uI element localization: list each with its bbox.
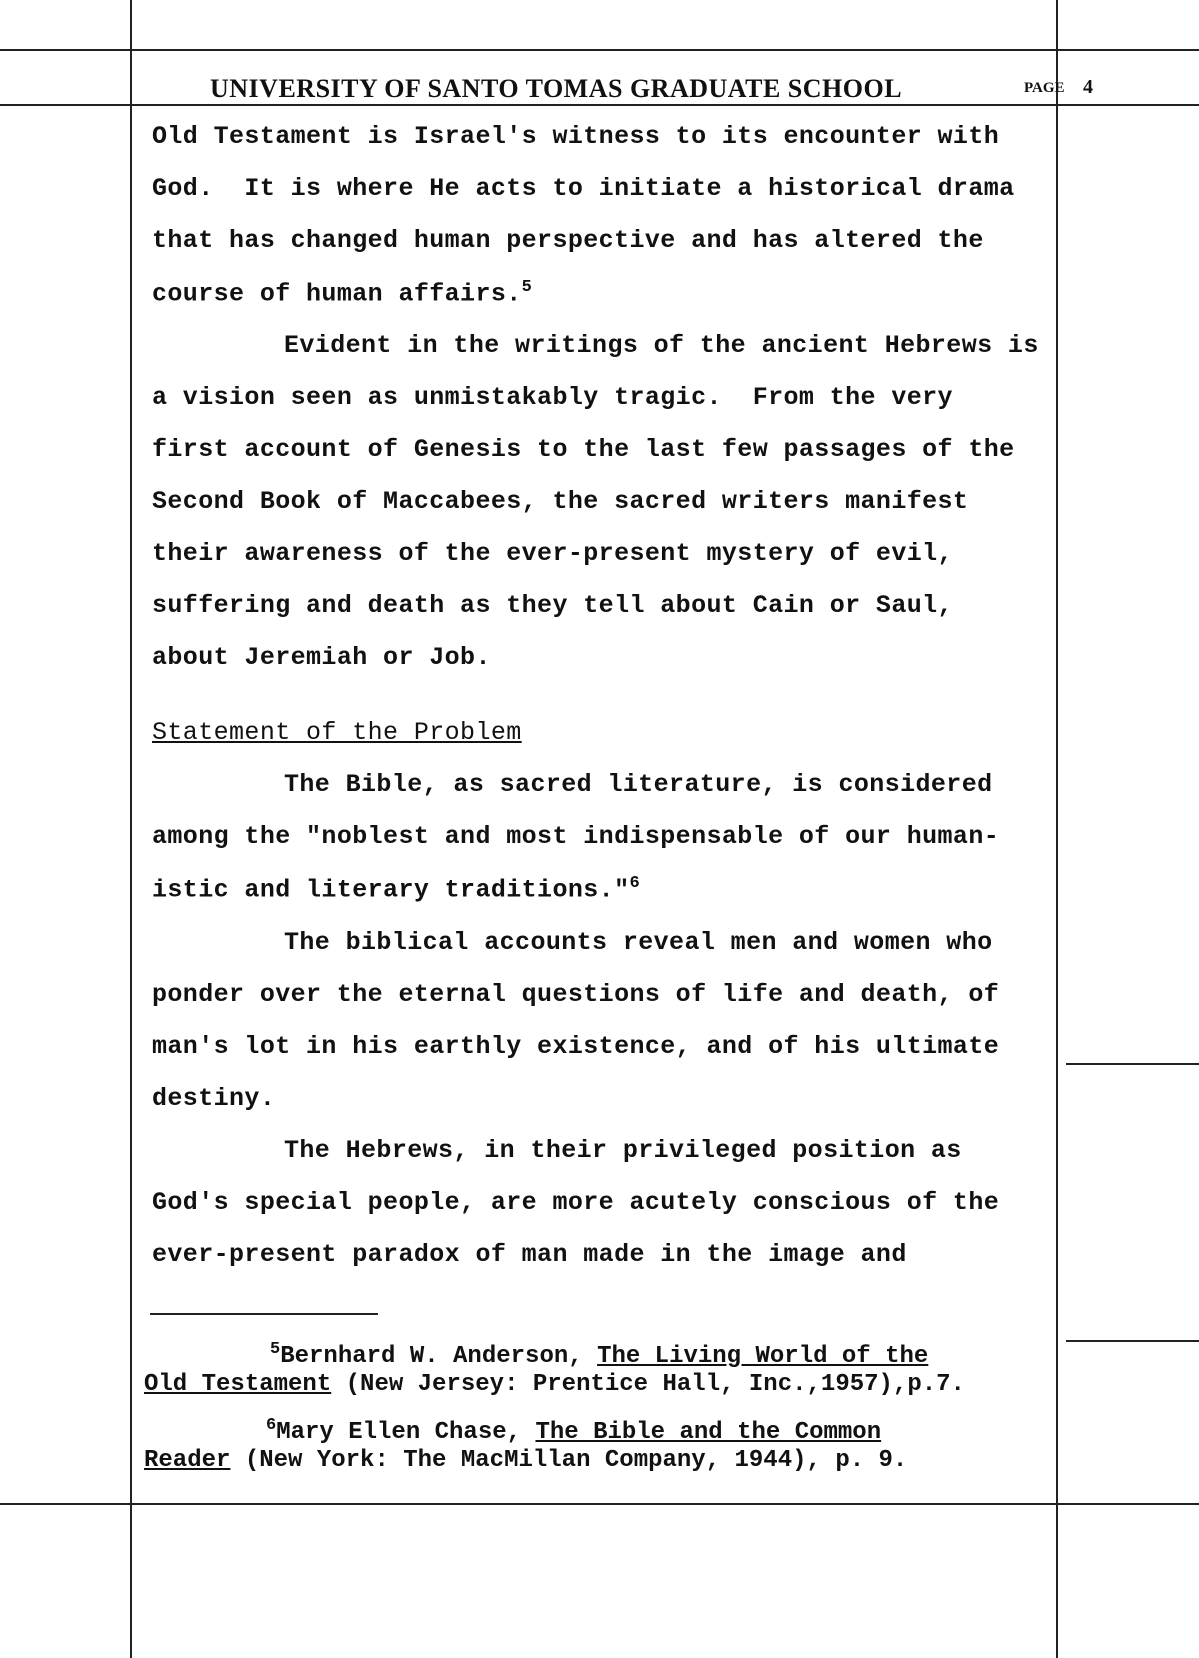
text-line: Old Testament is Israel's witness to its encounter with — [152, 122, 1000, 151]
text-line: destiny. — [152, 1084, 276, 1113]
text-line: istic and literary traditions."$^6$ — [152, 874, 641, 905]
page-number: 4 — [1083, 76, 1093, 98]
text-line: The biblical accounts reveal men and women who — [284, 928, 993, 957]
text-line: God. It is where He acts to initiate a historical drama — [152, 174, 1015, 203]
text-line: The Hebrews, in their privileged position as — [284, 1136, 962, 1165]
right-tick-2 — [1066, 1340, 1199, 1342]
right-tick-1 — [1066, 1063, 1199, 1065]
page-header-title: UNIVERSITY OF SANTO TOMAS GRADUATE SCHOOL — [210, 74, 903, 103]
text-line: The Bible, as sacred literature, is considered — [284, 770, 993, 799]
text-line: man's lot in his earthly existence, and of his ultimate — [152, 1032, 1000, 1061]
page-label: PAGE — [1024, 80, 1065, 96]
left-margin-rule — [130, 0, 132, 1658]
text-line: God's special people, are more acutely conscious of the — [152, 1188, 1000, 1217]
text-line: course of human affairs.$^5$ — [152, 278, 533, 309]
footnote-ref-5: 5 — [521, 278, 533, 297]
text-line: a vision seen as unmistakably tragic. From the very — [152, 383, 953, 412]
text-line: ever-present paradox of man made in the image and — [152, 1240, 907, 1269]
text-line: ponder over the eternal questions of life and death, of — [152, 980, 1000, 1009]
text-line: their awareness of the ever-present mystery of evil, — [152, 539, 953, 568]
text-line: about Jeremiah or Job. — [152, 643, 491, 672]
text-line: that has changed human perspective and has altered the — [152, 226, 984, 255]
section-heading: Statement of the Problem — [152, 718, 522, 747]
text-line: suffering and death as they tell about Cain or Saul, — [152, 591, 953, 620]
top-rule — [0, 49, 1199, 51]
text-line: Evident in the writings of the ancient Hebrews is — [284, 331, 1039, 360]
bottom-rule — [0, 1503, 1199, 1505]
footnote-ref-6: 6 — [629, 874, 641, 893]
text-line: Second Book of Maccabees, the sacred writers manifest — [152, 487, 969, 516]
header-rule — [0, 104, 1199, 106]
footnote-separator — [150, 1313, 378, 1315]
right-margin-rule — [1056, 0, 1058, 1658]
text-line: among the "noblest and most indispensable of our human- — [152, 822, 1000, 851]
text-line: first account of Genesis to the last few passages of the — [152, 435, 1015, 464]
